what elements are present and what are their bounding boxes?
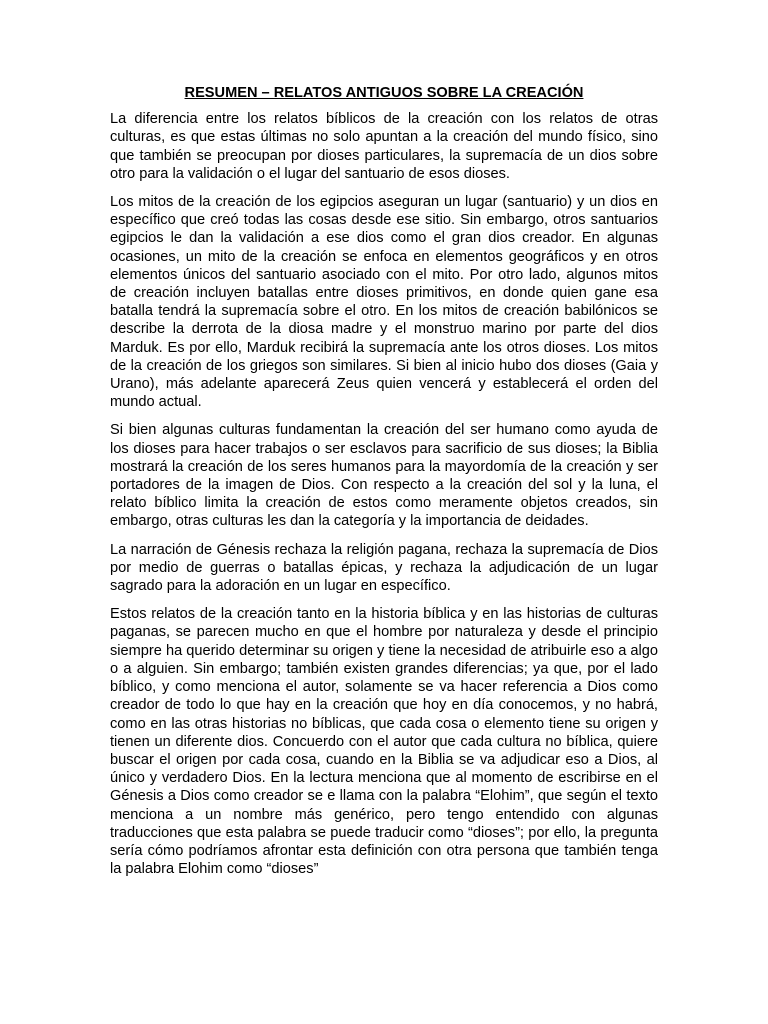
- document-page: [110, 84, 658, 888]
- paragraph-2: Los mitos de la creación de los egipcios aseguran un lugar (santuario) y un dios en específico que creó todas las cosas desde ese sitio. Sin embargo, otros santuarios egipcios le dan la validación a ese dios como el gran dios creador. En algunas ocasiones, un mito de la creación se enfoca en elementos geográficos y en otros elementos únicos del santuario asociado con el mito. Por otro lado, algunos mitos de creación incluyen batallas entre dioses primitivos, en donde quien gane esa batalla tendrá la supremacía sobre el otro. En los mitos de creación babilónicos se describe la derrota de la diosa madre y el monstruo marino por parte del dios Marduk. Es por ello, Marduk recibirá la supremacía ante los otros dioses. Los mitos de la creación de los griegos son similares. Si bien al inicio hubo dos dioses (Gaia y Urano), más adelante aparecerá Zeus quien vencerá y establecerá el orden del mundo actual.: [110, 194, 658, 411]
- paragraph-3: Si bien algunas culturas fundamentan la creación del ser humano como ayuda de los dioses para hacer trabajos o ser esclavos para sacrificio de sus dioses; la Biblia mostrará la creación de los seres humanos para la mayordomía de la creación y ser portadores de la imagen de Dios. Con respecto a la creación del sol y la luna, el relato bíblico limita la creación de estos como meramente objetos creados, sin embargo, otras culturas les dan la categoría y la importancia de deidades.: [110, 422, 658, 530]
- paragraph-4: La narración de Génesis rechaza la religión pagana, rechaza la supremacía de Dios por medio de guerras o batallas épicas, y rechaza la adjudicación de un lugar sagrado para la adoración en un lugar en específico.: [110, 541, 658, 595]
- document-title: RESUMEN – RELATOS ANTIGUOS SOBRE LA CREACIÓN: [184, 85, 584, 101]
- paragraph-1: La diferencia entre los relatos bíblicos de la creación con los relatos de otras culturas, es que estas últimas no solo apuntan a la creación del mundo físico, sino que también se preocupan por dioses particulares, la supremacía de un dios sobre otro para la validación o el lugar del santuario de esos dioses.: [110, 111, 658, 182]
- paragraph-5: Estos relatos de la creación tanto en la historia bíblica y en las historias de culturas paganas, se parecen mucho en que el hombre por naturaleza y desde el principio siempre ha querido determinar su origen y tiene la necesidad de atribuirle eso a algo o a alguien. Sin embargo; también existen grandes diferencias; ya que, por el lado bíblico, y como menciona el autor, solamente se va hacer referencia a Dios como creador de todo lo que hay en la creación que hoy en día conocemos, y no habrá, como en las otras historias no bíblicas, que cada cosa o elemento tiene su origen y tienen un diferente dios. Concuerdo con el autor que cada cultura no bíblica, quiere buscar el origen por cada cosa, cuando en la Biblia se va adjudicar eso a Dios, al único y verdadero Dios. En la lectura menciona que al momento de escribirse en el Génesis a Dios como creador se e llama con la palabra “Elohim”, que según el texto menciona a un nombre más genérico, pero tengo entendido con algunas traducciones que esta palabra se puede traducir como “dioses”; por ello, la pregunta sería cómo podríamos afrontar esta definición con otra persona que también tenga la palabra Elohim como “dioses”: [110, 606, 658, 878]
